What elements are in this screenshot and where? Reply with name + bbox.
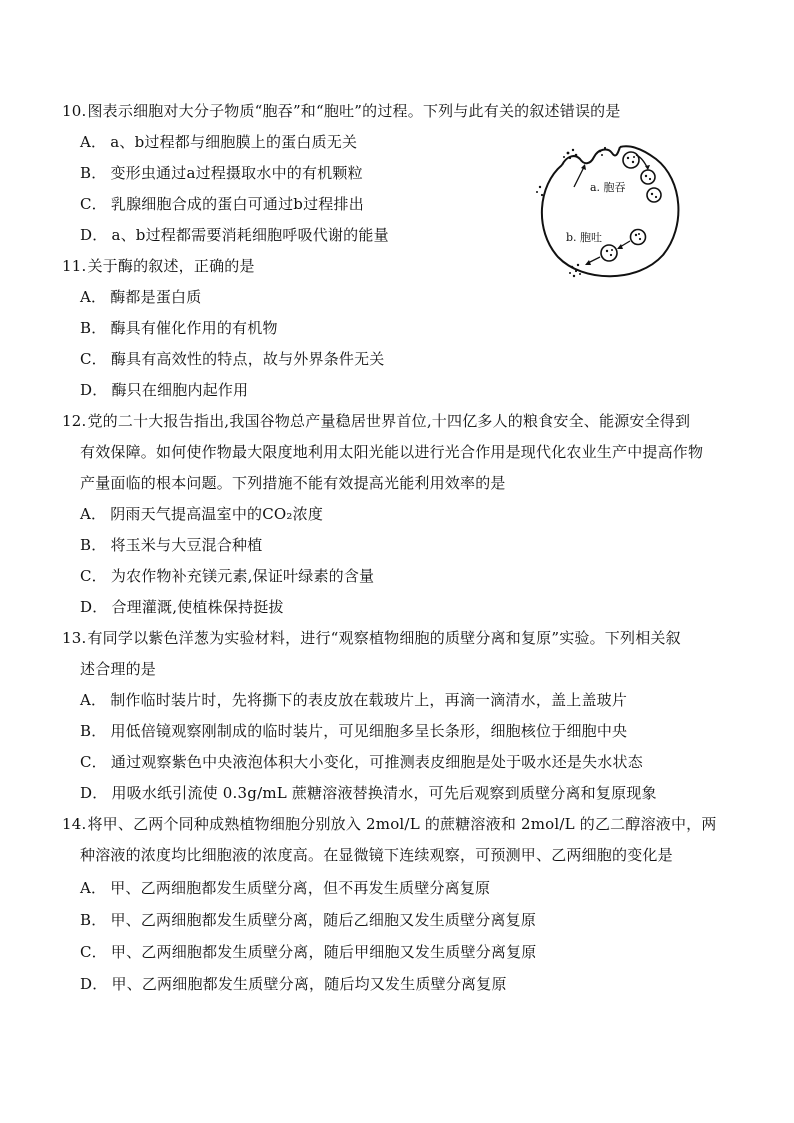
option-text: 甲、乙两细胞都发生质壁分离，随后甲细胞又发生质壁分离复原 xyxy=(110,943,537,961)
option-letter: A． xyxy=(80,879,107,897)
vesicle xyxy=(631,230,646,245)
question-number: 11. xyxy=(62,257,87,275)
question-13-option-b xyxy=(80,716,730,747)
option-letter: D． xyxy=(80,598,108,616)
endocytosis-label: a. 胞吞 xyxy=(590,181,626,194)
option-text: 用低倍镜观察刚制成的临时装片，可见细胞多呈长条形，细胞核位于细胞中央 xyxy=(110,722,628,740)
question-10-stem xyxy=(62,96,734,127)
question-text-line-1: 有同学以紫色洋葱为实验材料，进行“观察植物细胞的质壁分离和复原”实验。下列相关叙 xyxy=(87,629,681,647)
question-11-option-b xyxy=(80,313,730,344)
question-14-stem xyxy=(62,809,734,871)
question-14-option-a xyxy=(80,873,730,904)
vesicle xyxy=(623,152,639,168)
option-text: a、b过程都需要消耗细胞呼吸代谢的能量 xyxy=(111,226,389,244)
option-text: 乳腺细胞合成的蛋白可通过b过程排出 xyxy=(110,195,364,213)
question-11-option-a xyxy=(80,282,730,313)
option-text: 通过观察紫色中央液泡体积大小变化，可推测表皮细胞是处于吸水还是失水状态 xyxy=(110,753,643,771)
option-text: 为农作物补充镁元素,保证叶绿素的含量 xyxy=(110,567,375,585)
option-text: 变形虫通过a过程摄取水中的有机颗粒 xyxy=(110,164,363,182)
question-11-option-c xyxy=(80,344,730,375)
question-12-stem xyxy=(62,406,734,499)
question-number: 13. xyxy=(62,629,87,647)
question-text-line-2: 种溶液的浓度均比细胞液的浓度高。在显微镜下连续观察，可预测甲、乙两细胞的变化是 xyxy=(80,846,673,864)
option-text: 甲、乙两细胞都发生质壁分离，随后乙细胞又发生质壁分离复原 xyxy=(110,911,537,929)
option-letter: D． xyxy=(80,784,108,802)
question-text: 图表示细胞对大分子物质“胞吞”和“胞吐”的过程。下列与此有关的叙述错误的是 xyxy=(87,102,621,120)
option-letter: B． xyxy=(80,536,107,554)
option-letter: C． xyxy=(80,567,107,585)
question-13-option-d xyxy=(80,778,730,809)
question-text-line-3: 产量面临的根本问题。下列措施不能有效提高光能利用效率的是 xyxy=(80,474,506,492)
option-letter: C． xyxy=(80,350,107,368)
option-letter: A． xyxy=(80,691,107,709)
option-letter: C． xyxy=(80,943,107,961)
question-number: 10. xyxy=(62,102,87,120)
option-text: a、b过程都与细胞膜上的蛋白质无关 xyxy=(110,133,358,151)
question-11-stem xyxy=(62,251,734,282)
option-letter: A． xyxy=(80,505,107,523)
question-text-line-1: 党的二十大报告指出,我国谷物总产量稳居世界首位,十四亿多人的粮食安全、能源安全得到 xyxy=(87,412,691,430)
vesicle xyxy=(641,170,655,184)
question-13-option-c xyxy=(80,747,730,778)
question-12-option-a xyxy=(80,499,730,530)
option-letter: D． xyxy=(80,226,108,244)
question-text-line-1: 将甲、乙两个同种成熟植物细胞分别放入 2mol/L 的蔗糖溶液和 2mol/L 的乙二醇溶液中，两 xyxy=(87,815,717,833)
option-text: 酶具有催化作用的有机物 xyxy=(110,319,278,337)
option-text: 酶只在细胞内起作用 xyxy=(111,381,249,399)
membrane-invagination xyxy=(562,147,620,165)
option-letter: A． xyxy=(80,288,107,306)
option-letter: A． xyxy=(80,133,107,151)
option-text: 合理灌溉,使植株保持挺拔 xyxy=(111,598,284,616)
question-14-option-c xyxy=(80,937,730,968)
option-letter: D． xyxy=(80,975,108,993)
question-13-option-a xyxy=(80,685,730,716)
question-text-line-2: 述合理的是 xyxy=(80,660,157,678)
question-12-option-d xyxy=(80,592,730,623)
option-text: 甲、乙两细胞都发生质壁分离，但不再发生质壁分离复原 xyxy=(110,879,491,897)
option-letter: C． xyxy=(80,753,107,771)
option-text: 用吸水纸引流使 0.3g/mL 蔗糖溶液替换清水，可先后观察到质壁分离和复原现象 xyxy=(111,784,657,802)
question-number: 14. xyxy=(62,815,87,833)
exocytosis-label: b. 胞吐 xyxy=(566,231,603,244)
option-letter: B． xyxy=(80,911,107,929)
option-letter: B． xyxy=(80,722,107,740)
question-14-option-b xyxy=(80,905,730,936)
option-letter: B． xyxy=(80,164,107,182)
option-text: 制作临时装片时，先将撕下的表皮放在载玻片上，再滴一滴清水，盖上盖玻片 xyxy=(110,691,628,709)
question-12-option-b xyxy=(80,530,730,561)
option-letter: D． xyxy=(80,381,108,399)
option-text: 阴雨天气提高温室中的CO₂浓度 xyxy=(110,505,324,523)
question-11-option-d xyxy=(80,375,730,406)
question-13-stem xyxy=(62,623,734,685)
question-text: 关于酶的叙述，正确的是 xyxy=(87,257,255,275)
question-number: 12. xyxy=(62,412,87,430)
option-text: 将玉米与大豆混合种植 xyxy=(110,536,263,554)
option-text: 甲、乙两细胞都发生质壁分离，随后均又发生质壁分离复原 xyxy=(111,975,507,993)
option-letter: B． xyxy=(80,319,107,337)
option-letter: C． xyxy=(80,195,107,213)
endocytosis-arrow xyxy=(574,167,584,187)
option-text: 酶具有高效性的特点，故与外界条件无关 xyxy=(110,350,385,368)
question-12-option-c xyxy=(80,561,730,592)
vesicle xyxy=(647,188,661,202)
question-14-option-d xyxy=(80,969,730,1000)
question-text-line-2: 有效保障。如何使作物最大限度地利用太阳光能以进行光合作用是现代化农业生产中提高作物 xyxy=(80,443,704,461)
option-text: 酶都是蛋白质 xyxy=(110,288,202,306)
